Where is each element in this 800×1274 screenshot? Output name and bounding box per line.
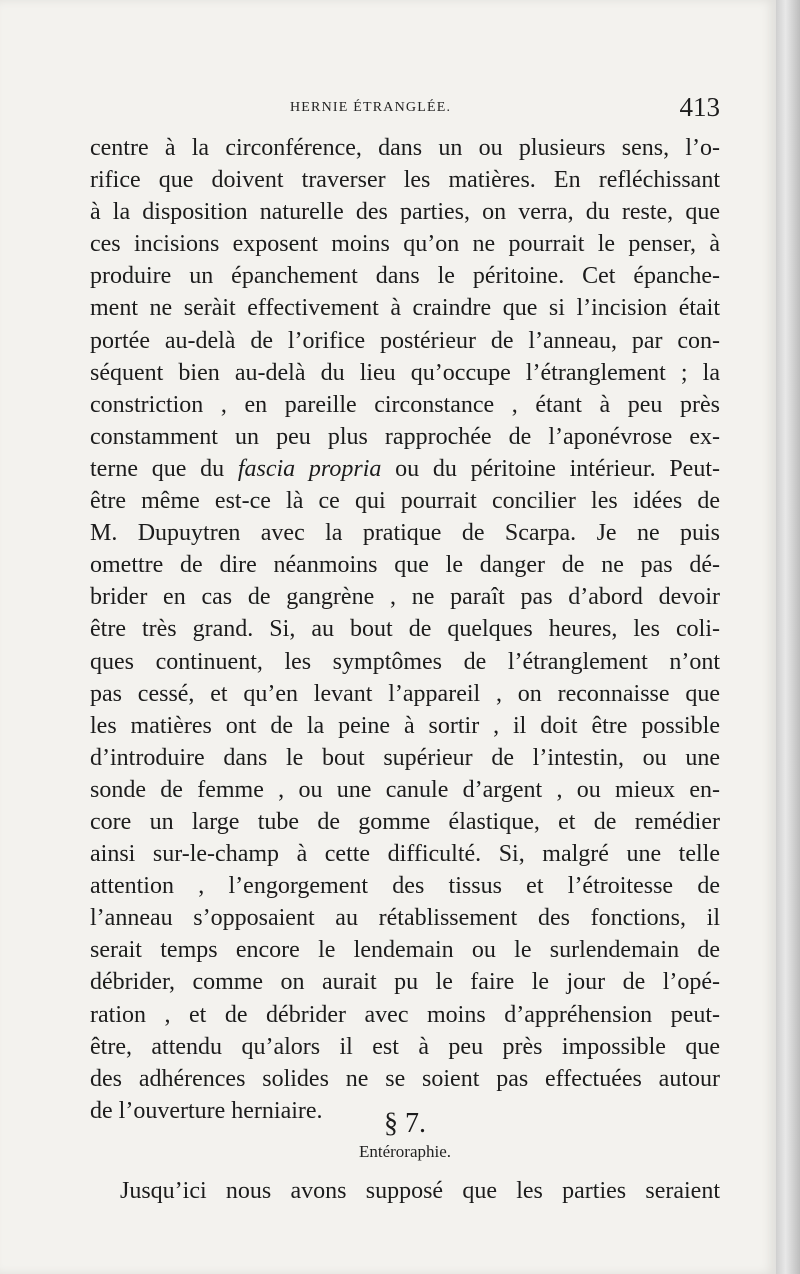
text-line: être même est-ce là ce qui pourrait concilier les idées de <box>90 488 720 515</box>
text-line: à la disposition naturelle des parties, on verra, du reste, que <box>90 199 720 226</box>
italic-term: fascia propria <box>237 455 382 482</box>
text-line: core un large tube de gomme élastique, et de remédier <box>90 808 720 835</box>
text-segment: terne que du <box>90 455 238 482</box>
text-line: M. Dupuytren avec la pratique de Scarpa. Je ne puis <box>90 520 720 547</box>
text-line: ques continuent, les symptômes de l’étranglement n’ont <box>90 648 720 675</box>
paragraph-first-line: Jusqu’ici nous avons supposé que les parties seraient <box>120 1178 720 1204</box>
text-line: produire un épanchement dans le péritoine. Cet épanche- <box>90 263 720 290</box>
text-segment: ou du péritoine intérieur. Peut- <box>381 455 720 482</box>
text-line: être très grand. Si, au bout de quelques heures, les coli- <box>90 616 720 643</box>
page-header <box>90 92 720 122</box>
text-line: des adhérences solides ne se soient pas effectuées autour <box>90 1065 720 1092</box>
text-line: être, attendu qu’alors il est à peu près impossible que <box>90 1033 720 1060</box>
section-title: Entéroraphie. <box>358 1142 452 1161</box>
text-line: serait temps encore le lendemain ou le surlendemain de <box>90 937 720 964</box>
text-line <box>90 453 720 485</box>
text-line: séquent bien au-delà du lieu qu’occupe l’étranglement ; la <box>90 359 720 386</box>
text-line: pas cessé, et qu’en levant l’appareil , on reconnaisse que <box>90 680 720 707</box>
text-line: portée au-delà de l’orifice postérieur de l’anneau, par con- <box>90 327 720 354</box>
text-line: d’introduire dans le bout supérieur de l’intestin, ou une <box>90 744 720 771</box>
page-number: 413 <box>679 92 720 122</box>
text-line: ainsi sur-le-champ à cette difficulté. Si, malgré une telle <box>90 841 720 868</box>
text-line: constamment un peu plus rapprochée de l’aponévrose ex- <box>90 423 720 450</box>
text-line: débrider, comme on aurait pu le faire le jour de l’opé- <box>90 969 720 996</box>
text-line: omettre de dire néanmoins que le danger de ne pas dé- <box>90 552 720 579</box>
page-edge <box>776 0 800 1274</box>
text-line: constriction , en pareille circonstance , étant à peu près <box>90 391 720 418</box>
text-line: attention , l’engorgement des tissus et l’étroitesse de <box>90 873 720 900</box>
text-line: sonde de femme , ou une canule d’argent , ou mieux en- <box>90 776 720 803</box>
text-line: ration , et de débrider avec moins d’appréhension peut- <box>90 1001 720 1028</box>
running-title: HERNIE ÉTRANGLÉE. <box>290 100 452 115</box>
text-line: ces incisions exposent moins qu’on ne pourrait le penser, à <box>90 231 720 258</box>
text-line: les matières ont de la peine à sortir , il doit être possible <box>90 712 720 739</box>
text-line: rifice que doivent traverser les matières. En refléchissant <box>90 167 720 194</box>
text-line: l’anneau s’opposaient au rétablissement des fonctions, il <box>90 905 720 932</box>
text-line: centre à la circonférence, dans un ou plusieurs sens, l’o- <box>90 135 720 161</box>
text-line: brider en cas de gangrène , ne paraît pas d’abord devoir <box>90 584 720 611</box>
text-line: ment ne seràit effectivement à craindre que si l’incision était <box>90 295 720 322</box>
section-number: § 7. <box>384 1108 426 1139</box>
text-line: de l’ouverture herniaire. <box>90 1097 323 1124</box>
body-text <box>90 132 720 1127</box>
